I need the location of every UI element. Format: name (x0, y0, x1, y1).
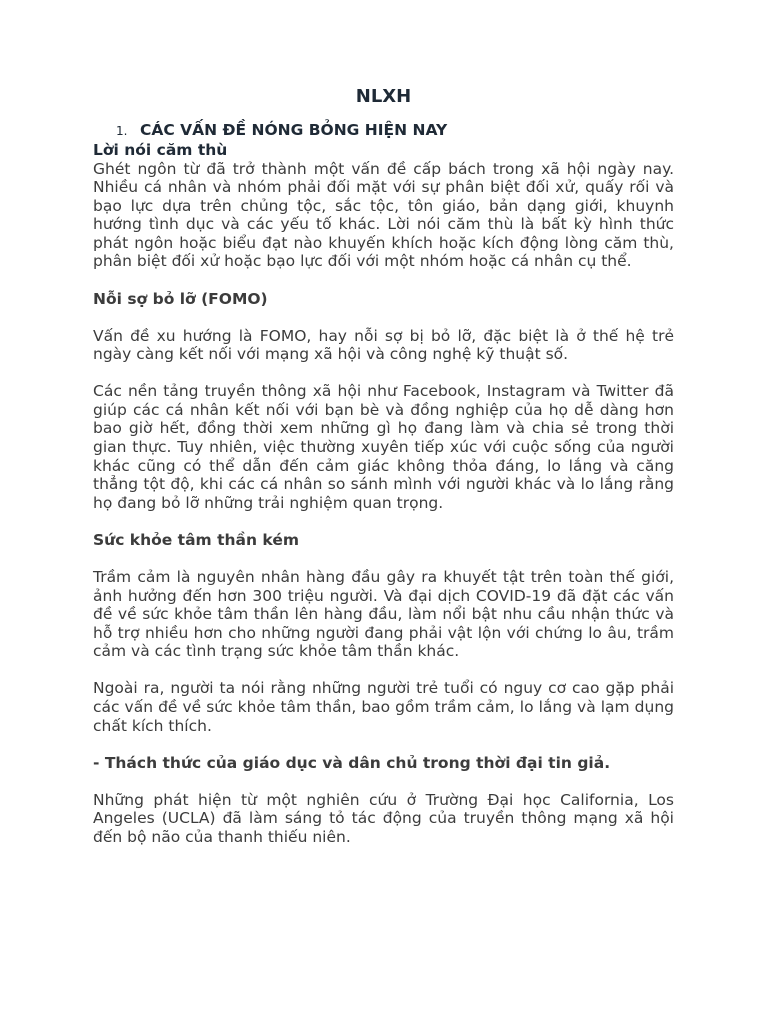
section-heading-fake-news: - Thách thức của giáo dục và dân chủ trong thời đại tin giả. (93, 753, 611, 772)
list-number: 1. (116, 124, 128, 138)
paragraph: Trầm cảm là nguyên nhân hàng đầu gây ra khuyết tật trên toàn thế giới, ảnh hưởng đến hơn 300 triệu người. Và đại dịch COVID-19 đã đặt các vấn đề về sức khỏe tâm thần lên hàng đầu, làm nổi bật nhu cầu nhận thức và hỗ trợ nhiều hơn cho những người đang phải vật lộn với chứng lo âu, trầm cảm và các tình trạng sức khỏe tâm thần khác. (93, 567, 674, 661)
paragraph: Ghét ngôn từ đã trở thành một vấn đề cấp bách trong xã hội ngày nay. Nhiều cá nhân và nhóm phải đối mặt với sự phân biệt đối xử, quấy rối và bạo lực dựa trên chủng tộc, sắc tộc, tôn giáo, bản dạng giới, khuynh hướng tình dục và các yếu tố khác. Lời nói căm thù là bất kỳ hình thức phát ngôn hoặc biểu đạt nào khuyến khích hoặc kích động lòng căm thù, phân biệt đối xử hoặc bạo lực đối với một nhóm hoặc cá nhân cụ thể. (93, 159, 674, 271)
list-heading: CÁC VẤN ĐỀ NÓNG BỎNG HIỆN NAY (140, 121, 448, 139)
paragraph: Các nền tảng truyền thông xã hội như Facebook, Instagram và Twitter đã giúp các cá nhân kết nối với bạn bè và đồng nghiệp của họ dễ dàng hơn bao giờ hết, đồng thời xem những gì họ đang làm và chia sẻ trong thời gian thực. Tuy nhiên, việc thường xuyên tiếp xúc với cuộc sống của người khác cũng có thể dẫn đến cảm giác không thỏa đáng, lo lắng và căng thẳng tột độ, khi các cá nhân so sánh mình với người khác và lo lắng rằng họ đang bỏ lỡ những trải nghiệm quan trọng. (93, 382, 674, 512)
document-title: NLXH (355, 86, 412, 107)
document-page (93, 86, 674, 846)
numbered-list-item (116, 120, 674, 141)
section-heading-fomo: Nỗi sợ bỏ lỡ (FOMO) (93, 289, 268, 308)
section-heading-mental-health: Sức khỏe tâm thần kém (93, 530, 299, 549)
paragraph: Những phát hiện từ một nghiên cứu ở Trường Đại học California, Los Angeles (UCLA) đã làm sáng tỏ tác động của truyền thông mạng xã hội đến bộ não của thanh thiếu niên. (93, 790, 674, 846)
section-heading-hate-speech: Lời nói căm thù (93, 141, 228, 159)
paragraph: Ngoài ra, người ta nói rằng những người trẻ tuổi có nguy cơ cao gặp phải các vấn đề về sức khỏe tâm thần, bao gồm trầm cảm, lo lắng và lạm dụng chất kích thích. (93, 679, 674, 735)
paragraph: Vấn đề xu hướng là FOMO, hay nỗi sợ bị bỏ lỡ, đặc biệt là ở thế hệ trẻ ngày càng kết nối với mạng xã hội và công nghệ kỹ thuật số. (93, 326, 674, 364)
